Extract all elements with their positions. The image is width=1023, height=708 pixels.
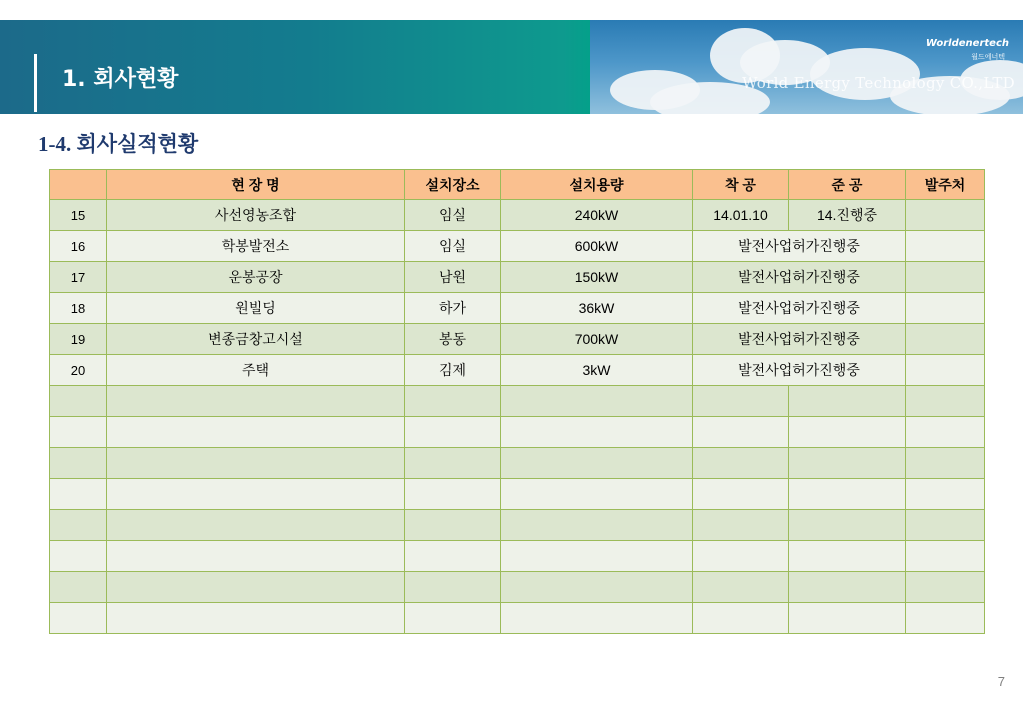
cell-start: 14.01.10 [693, 200, 789, 231]
cell-site: 주택 [107, 355, 405, 386]
cell-capacity: 240kW [501, 200, 693, 231]
page-title: 1. 회사현황 [62, 67, 179, 92]
cell-status: 발전사업허가진행중 [693, 324, 906, 355]
cell-location: 김제 [405, 355, 501, 386]
cell-client [906, 324, 985, 355]
cell-no: 18 [50, 293, 107, 324]
table-row-empty [50, 541, 985, 572]
header-accent-bar [34, 54, 37, 112]
table-row [50, 200, 985, 231]
table-row-empty [50, 479, 985, 510]
cell-no: 15 [50, 200, 107, 231]
cell-no: 20 [50, 355, 107, 386]
cell-site: 학봉발전소 [107, 231, 405, 262]
cell-status: 발전사업허가진행중 [693, 262, 906, 293]
cell-client [906, 262, 985, 293]
cell-client [906, 200, 985, 231]
table-row [50, 231, 985, 262]
cell-capacity: 600kW [501, 231, 693, 262]
table-row [50, 262, 985, 293]
company-name: World Energy Technology CO.,LTD [742, 74, 1015, 92]
cell-no: 19 [50, 324, 107, 355]
cell-location: 하가 [405, 293, 501, 324]
page-number: 7 [997, 674, 1005, 689]
cell-capacity: 3kW [501, 355, 693, 386]
cell-end: 14.진행중 [789, 200, 906, 231]
table-row-empty [50, 386, 985, 417]
col-header-end: 준 공 [789, 170, 906, 200]
col-header-client: 발주처 [906, 170, 985, 200]
cell-client [906, 231, 985, 262]
cell-client [906, 293, 985, 324]
performance-table [49, 169, 985, 634]
sky-cloud-image [590, 20, 1023, 114]
table-row-empty [50, 603, 985, 634]
cell-status: 발전사업허가진행중 [693, 293, 906, 324]
cell-site: 변종금창고시설 [107, 324, 405, 355]
table-row [50, 355, 985, 386]
cell-no: 17 [50, 262, 107, 293]
col-header-site: 현 장 명 [107, 170, 405, 200]
cell-location: 임실 [405, 231, 501, 262]
col-header-start: 착 공 [693, 170, 789, 200]
col-header-capacity: 설치용량 [501, 170, 693, 200]
cell-no: 16 [50, 231, 107, 262]
logo-subtext: 월드에너텍 [971, 53, 1005, 61]
company-logo [925, 36, 1009, 66]
header-banner [0, 20, 1023, 114]
col-header-no [50, 170, 107, 200]
cell-capacity: 700kW [501, 324, 693, 355]
table-row-empty [50, 417, 985, 448]
cell-site: 운봉공장 [107, 262, 405, 293]
table-row-empty [50, 448, 985, 479]
cell-site: 원빌딩 [107, 293, 405, 324]
table-row-empty [50, 572, 985, 603]
cell-site: 사선영농조합 [107, 200, 405, 231]
table-row [50, 324, 985, 355]
table-row-empty [50, 510, 985, 541]
section-subtitle: 1-4. 회사실적현황 [38, 132, 199, 156]
cell-capacity: 36kW [501, 293, 693, 324]
logo-wordmark: Worldenertech [925, 38, 1009, 49]
cell-capacity: 150kW [501, 262, 693, 293]
cell-location: 임실 [405, 200, 501, 231]
cell-location: 남원 [405, 262, 501, 293]
col-header-location: 설치장소 [405, 170, 501, 200]
table-header-row [50, 170, 985, 200]
cell-status: 발전사업허가진행중 [693, 231, 906, 262]
cell-status: 발전사업허가진행중 [693, 355, 906, 386]
table-row [50, 293, 985, 324]
cell-location: 봉동 [405, 324, 501, 355]
cell-client [906, 355, 985, 386]
